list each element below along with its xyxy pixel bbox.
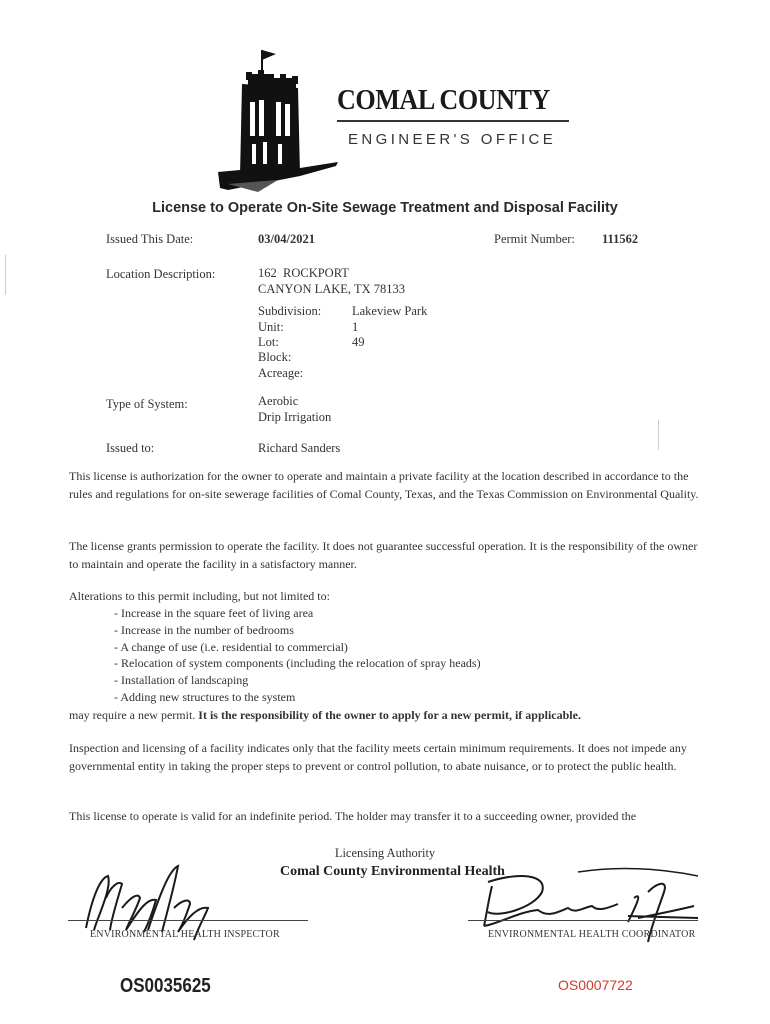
office-name: ENGINEER'S OFFICE [348,131,557,148]
issued-date-label: Issued This Date: [106,232,194,246]
licensing-authority-label: Licensing Authority [334,846,436,860]
coordinator-signature-line [468,920,698,921]
list-item: - Installation of landscaping [114,672,481,689]
county-name: COMAL COUNTY [337,84,550,116]
issued-to-label: Issued to: [106,441,155,455]
issued-to-value: Richard Sanders [258,441,341,455]
system-type-line-2: Drip Irrigation [258,410,332,424]
permit-code-left: OS0035625 [120,975,211,997]
subdivision-label: Subdivision: [258,304,322,318]
lot-value: 49 [352,335,365,349]
paragraph-authorization: This license is authorization for the owner to operate and maintain a private facility at the location described in accordance to the rules and regulations for on-site sewerage facilities of Comal County, Texas, and the Texas Commission on Environmental Quality. [69,469,699,501]
permit-code-right: OS0007722 [558,977,633,993]
alterations-conclusion-plain: may require a new permit. [69,708,196,722]
permit-number-label: Permit Number: [494,232,575,246]
system-type-line-1: Aerobic [258,394,299,408]
header-rule [337,120,569,122]
list-item: - Relocation of system components (including the relocation of spray heads) [114,655,481,672]
alterations-conclusion [69,707,704,725]
list-item: - Adding new structures to the system [114,689,481,706]
licensing-authority-name: Comal County Environmental Health [280,864,505,879]
address-line-1: 162 ROCKPORT [258,266,349,280]
alterations-intro: Alterations to this permit including, but not limited to: [69,589,330,603]
issued-date-value: 03/04/2021 [258,232,315,246]
inspector-caption: ENVIRONMENTAL HEALTH INSPECTOR [90,929,280,940]
scan-mark-left [5,255,6,295]
paragraph-permission: The license grants permission to operate the facility. It does not guarantee successful operation. It is the responsibility of the owner to maintain and operate the facility in a satisfactory manner. [69,539,698,571]
block-label: Block: [258,350,292,364]
acreage-label: Acreage: [258,366,304,380]
paragraph-inspection: Inspection and licensing of a facility indicates only that the facility meets certain minimum requirements. It does not impede any governmental entity in taking the proper steps to prevent or control pollution, to abate nuisance, or to protect the public health. [69,741,687,773]
document-title: License to Operate On-Site Sewage Treatment and Disposal Facility [152,200,618,216]
courthouse-tower-logo [218,44,338,194]
list-item: - Increase in the square feet of living area [114,605,481,622]
alterations-list [114,605,481,706]
permit-number-value: 111562 [602,232,639,246]
coordinator-caption: ENVIRONMENTAL HEALTH COORDINATOR [488,929,696,940]
system-type-label: Type of System: [106,397,188,411]
scan-mark-right [658,420,659,450]
address-line-2: CANYON LAKE, TX 78133 [258,282,405,296]
alterations-conclusion-bold: It is the responsibility of the owner to apply for a new permit, if applicable. [198,708,581,722]
lot-label: Lot: [258,335,279,349]
list-item: - Increase in the number of bedrooms [114,622,481,639]
list-item: - A change of use (i.e. residential to commercial) [114,639,481,656]
paragraph-validity: This license to operate is valid for an indefinite period. The holder may transfer it to a succeeding owner, provided the [69,809,637,823]
inspector-signature-line [68,920,308,921]
subdivision-value: Lakeview Park [352,304,428,318]
unit-label: Unit: [258,320,284,334]
unit-value: 1 [352,320,359,334]
location-label: Location Description: [106,267,216,281]
